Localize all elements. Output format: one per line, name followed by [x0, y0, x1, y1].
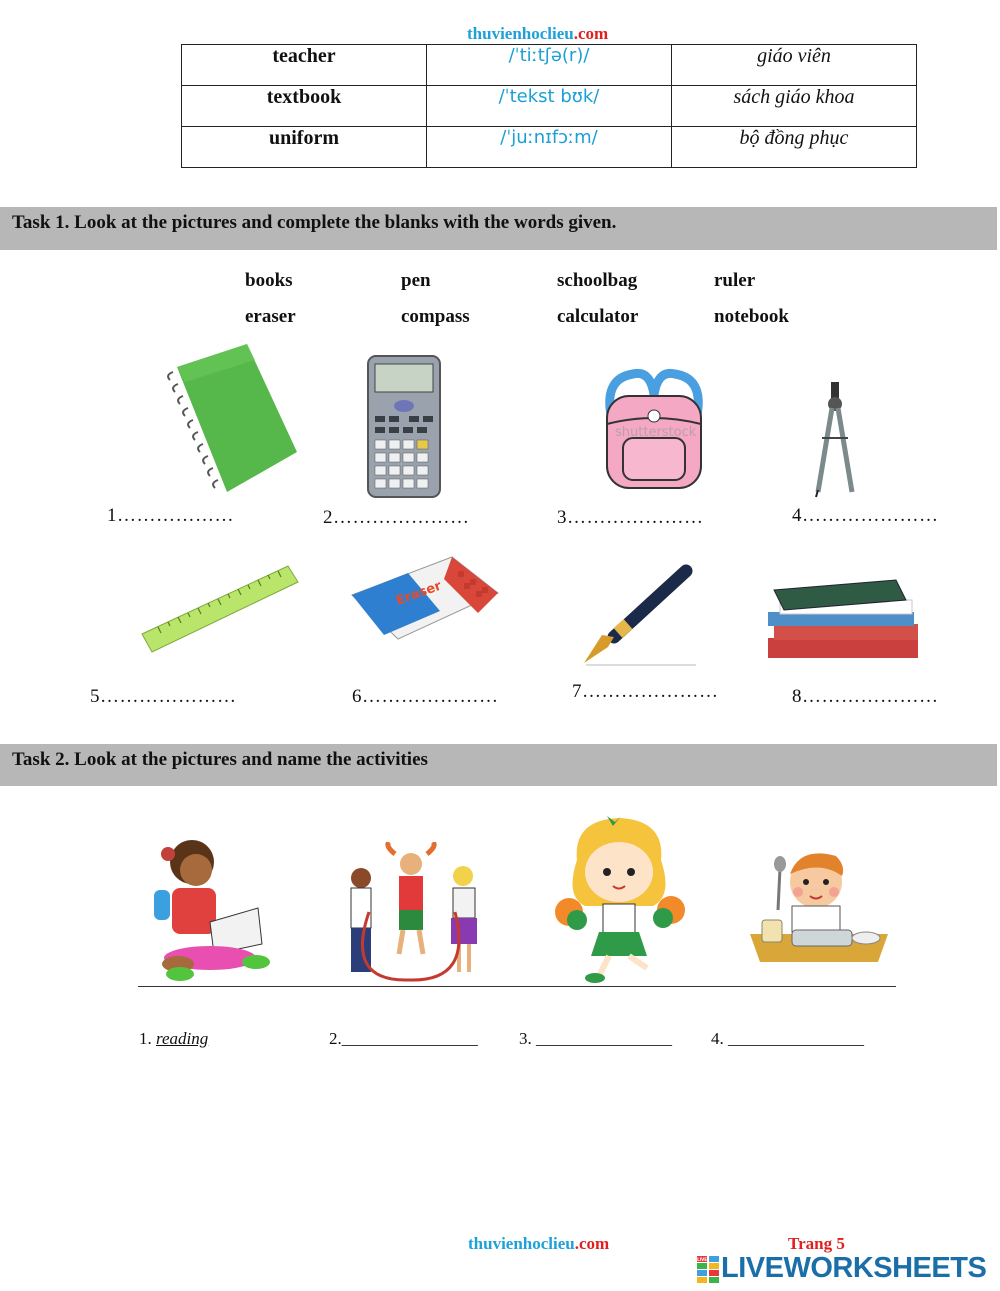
answer-3[interactable]	[519, 1029, 672, 1049]
calculator-picture	[366, 354, 442, 499]
task2-title: Task 2. Look at the pictures and name the activities	[0, 744, 997, 786]
liveworksheets-icon	[697, 1256, 719, 1284]
answer-line: ________________	[341, 1029, 478, 1048]
blank-7[interactable]: 7…………………	[572, 681, 719, 702]
word-bank-item: ruler	[714, 270, 756, 291]
blank-6[interactable]: 6…………………	[352, 686, 499, 707]
answer-1[interactable]	[139, 1029, 208, 1049]
vocab-row	[182, 86, 917, 127]
answer-number: 3.	[519, 1029, 532, 1048]
answer-number: 4.	[711, 1029, 724, 1048]
vocab-table	[181, 44, 917, 168]
eating-child-picture	[750, 850, 888, 970]
vocab-meaning: sách giáo khoa	[672, 86, 917, 127]
word-bank-item: compass	[401, 306, 470, 327]
schoolbag-picture	[593, 364, 715, 492]
word-bank-item: calculator	[557, 306, 639, 327]
word-bank-item: schoolbag	[557, 270, 638, 291]
site-name-part-b: .com	[574, 1234, 610, 1253]
cheerleader-picture	[555, 816, 695, 984]
blank-5[interactable]: 5…………………	[90, 686, 237, 707]
notebook-picture	[155, 342, 300, 497]
pen-picture	[578, 563, 698, 668]
eraser-picture	[348, 553, 500, 645]
ruler-picture	[138, 560, 300, 660]
site-name-part-b: .com	[573, 24, 609, 43]
answer-4[interactable]	[711, 1029, 864, 1049]
answer-number: 1.	[139, 1029, 152, 1048]
answer-2[interactable]	[329, 1029, 478, 1049]
bag-watermark: shutterstock	[615, 425, 697, 440]
activities-baseline	[138, 986, 896, 987]
blank-8[interactable]: 8…………………	[792, 686, 939, 707]
reading-girl-picture	[150, 836, 272, 986]
vocab-row	[182, 45, 917, 86]
vocab-phonetic: /ˈtekst bʊk/	[427, 86, 672, 127]
vocab-phonetic: /ˈjuːnɪfɔːm/	[427, 127, 672, 168]
blank-2[interactable]: 2…………………	[323, 507, 470, 528]
blank-3[interactable]: 3…………………	[557, 507, 704, 528]
liveworksheets-logo	[697, 1252, 997, 1285]
blank-4[interactable]: 4…………………	[792, 505, 939, 526]
vocab-phonetic: /ˈtiːtʃə(r)/	[427, 45, 672, 86]
answer-line: ________________	[536, 1029, 672, 1048]
vocab-meaning: bộ đồng phục	[672, 127, 917, 168]
vocab-row	[182, 127, 917, 168]
jumping-rope-picture	[345, 842, 493, 984]
vocab-meaning: giáo viên	[672, 45, 917, 86]
word-bank-item: notebook	[714, 306, 789, 327]
word-bank-item: eraser	[245, 306, 296, 327]
answer-number: 2.	[329, 1029, 342, 1048]
answer-line: ________________	[728, 1029, 864, 1048]
logo-letter: LIVE	[697, 1257, 707, 1262]
site-name-part-a: thuvienhoclieu	[468, 1234, 575, 1253]
vocab-word: textbook	[182, 86, 427, 127]
blank-1[interactable]: 1………………	[107, 505, 234, 526]
compass-picture	[810, 380, 860, 498]
vocab-word: teacher	[182, 45, 427, 86]
word-bank-item: books	[245, 270, 293, 291]
liveworksheets-brand: LIVEWORKSHEETS	[721, 1252, 987, 1284]
site-name-part-a: thuvienhoclieu	[467, 24, 574, 43]
answer-text: reading	[156, 1029, 209, 1048]
page-number: Trang 5	[788, 1234, 845, 1253]
books-picture	[760, 578, 926, 662]
word-bank-item: pen	[401, 270, 431, 291]
vocab-word: uniform	[182, 127, 427, 168]
footer-site-name	[468, 1234, 609, 1254]
task1-title: Task 1. Look at the pictures and complete the blanks with the words given.	[0, 207, 997, 250]
header-site-name	[467, 24, 608, 44]
eraser-brand-label: Eraser	[394, 578, 444, 609]
